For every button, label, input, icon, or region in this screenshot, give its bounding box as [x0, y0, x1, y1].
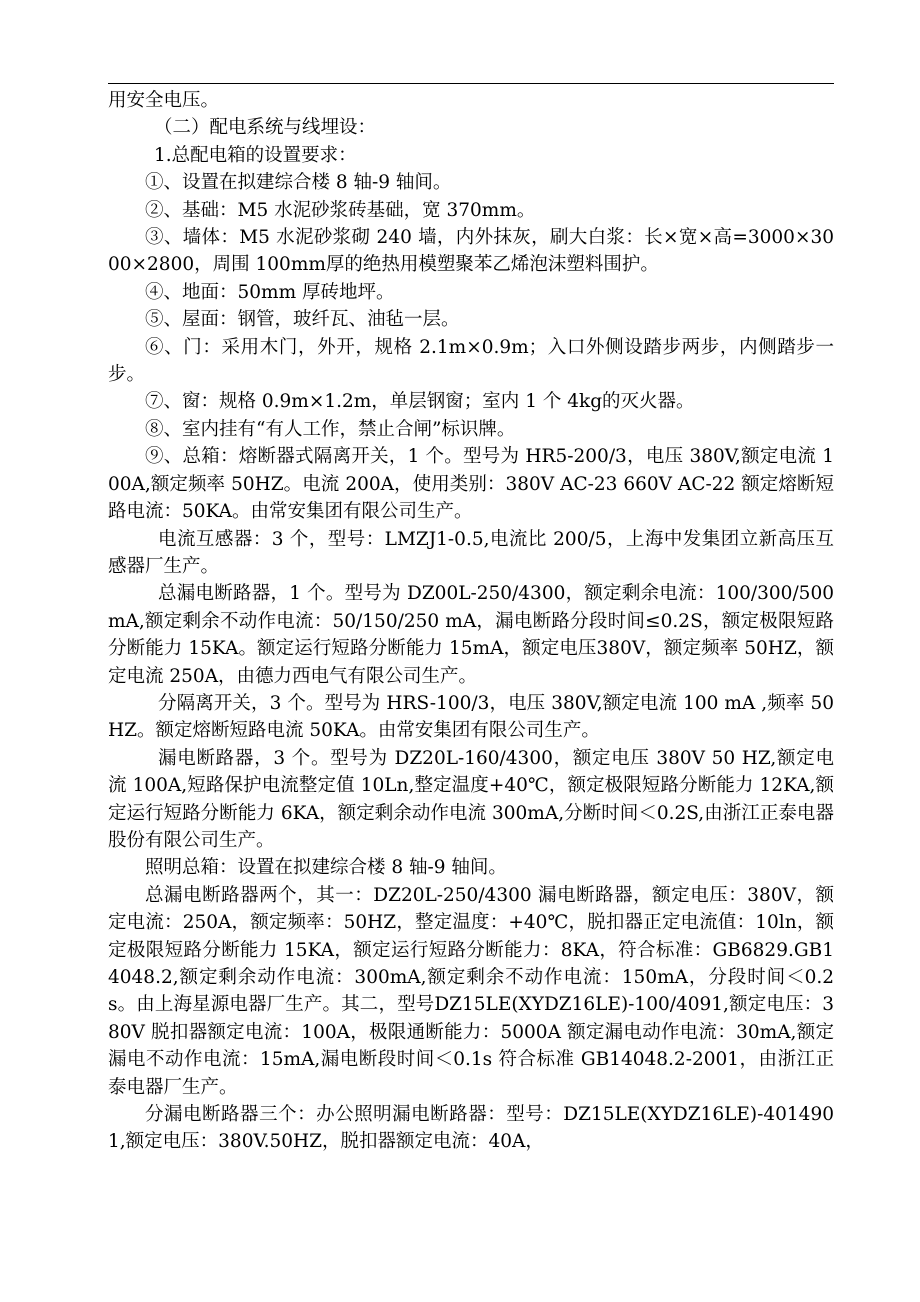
- paragraph: 总漏电断路器，1 个。型号为 DZ00L-250/4300，额定剩余电流：100/300/500mA,额定剩余不动作电流：50/150/250 mA，漏电断路分段时间≤0.2S，额定极限短路分断能力 15KA。额定运行短路分断能力 15mA，额定电压380V，额定频率 50HZ，额定电流 250A，由德力西电气有限公司生产。: [108, 583, 834, 687]
- list-item: ⑦、窗：规格 0.9m×1.2m，单层钢窗；室内 1 个 4kg的灭火器。: [145, 391, 695, 413]
- list-item: ①、设置在拟建综合楼 8 轴-9 轴间。: [145, 172, 452, 194]
- list-item: ④、地面：50mm 厚砖地坪。: [145, 281, 395, 303]
- paragraph: 总漏电断路器两个，其一：DZ20L-250/4300 漏电断路器，额定电压：380V，额定电流：250A，额定频率：50HZ，整定温度：+40℃，脱扣器正定电流值：10ln，额定极限短路分断能力 15KA，额定运行短路分断能力：8KA，符合标准：GB6829.GB14048.2,额定剩余动作电流：300mA,额定剩余不动作电流：150mA，分段时间＜0.2s。由上海星源电器厂生产。其二，型号DZ15LE(XYDZ16LE)-100/4091,额定电压：380V 脱扣器额定电流：100A，极限通断能力：5000A 额定漏电动作电流：30mA,额定漏电不动作电流：15mA,漏电断段时间＜0.1s 符合标准 GB14048.2-2001，由浙江正泰电器厂生产。: [108, 884, 834, 1098]
- subsection-heading: 1.总配电箱的设置要求：: [154, 144, 357, 166]
- paragraph: 照明总箱：设置在拟建综合楼 8 轴-9 轴间。: [145, 857, 507, 879]
- list-item: ⑨、总箱：熔断器式隔离开关，1 个。型号为 HR5-200/3，电压 380V,额定电流 100A,额定频率 50HZ。电流 200A，使用类别：380V AC-23 660V AC-22 额定熔断短路电流：50KA。由常安集团有限公司生产。: [108, 446, 834, 523]
- paragraph: 用安全电压。: [108, 90, 220, 111]
- list-item: ③、墙体：M5 水泥砂浆砌 240 墙，内外抹灰，刷大白浆：长×宽×高=3000×3000×2800，周围 100mm厚的绝热用模塑聚苯乙烯泡沫塑料围护。: [108, 227, 834, 276]
- section-heading: （二）配电系统与线埋设：: [154, 117, 377, 139]
- paragraph: 分隔离开关，3 个。型号为 HRS-100/3，电压 380V,额定电流 100 mA ,频率 50HZ。额定熔断短路电流 50KA。由常安集团有限公司生产。: [108, 692, 834, 742]
- list-item: ②、基础：M5 水泥砂浆砖基础，宽 370mm。: [145, 199, 536, 221]
- paragraph: 电流互感器：3 个，型号：LMZJ1-0.5,电流比 200/5，上海中发集团立新高压互感器厂生产。: [108, 528, 834, 577]
- list-item: ⑧、室内挂有“有人工作，禁止合闸”标识牌。: [145, 418, 516, 440]
- list-item: ⑥、门：采用木门，外开，规格 2.1m×0.9m；入口外侧设踏步两步，内侧踏步一步。: [108, 336, 834, 386]
- paragraph: 漏电断路器，3 个。型号为 DZ20L-160/4300，额定电压 380V 50 HZ,额定电流 100A,短路保护电流整定值 10Ln,整定温度+40℃，额定极限短路分断能力 12KA,额定运行短路分断能力 6KA，额定剩余动作电流 300mA,分断时间＜0.2S,由浙江正泰电器股份有限公司生产。: [108, 747, 834, 851]
- list-item: ⑤、屋面：钢管，玻纤瓦、油毡一层。: [145, 309, 460, 331]
- paragraph: 分漏电断路器三个：办公照明漏电断路器：型号：DZ15LE(XYDZ16LE)-4014901,额定电压：380V.50HZ，脱扣器额定电流：40A，: [108, 1104, 834, 1153]
- header-rule: [108, 83, 834, 84]
- document-body: [108, 87, 834, 1156]
